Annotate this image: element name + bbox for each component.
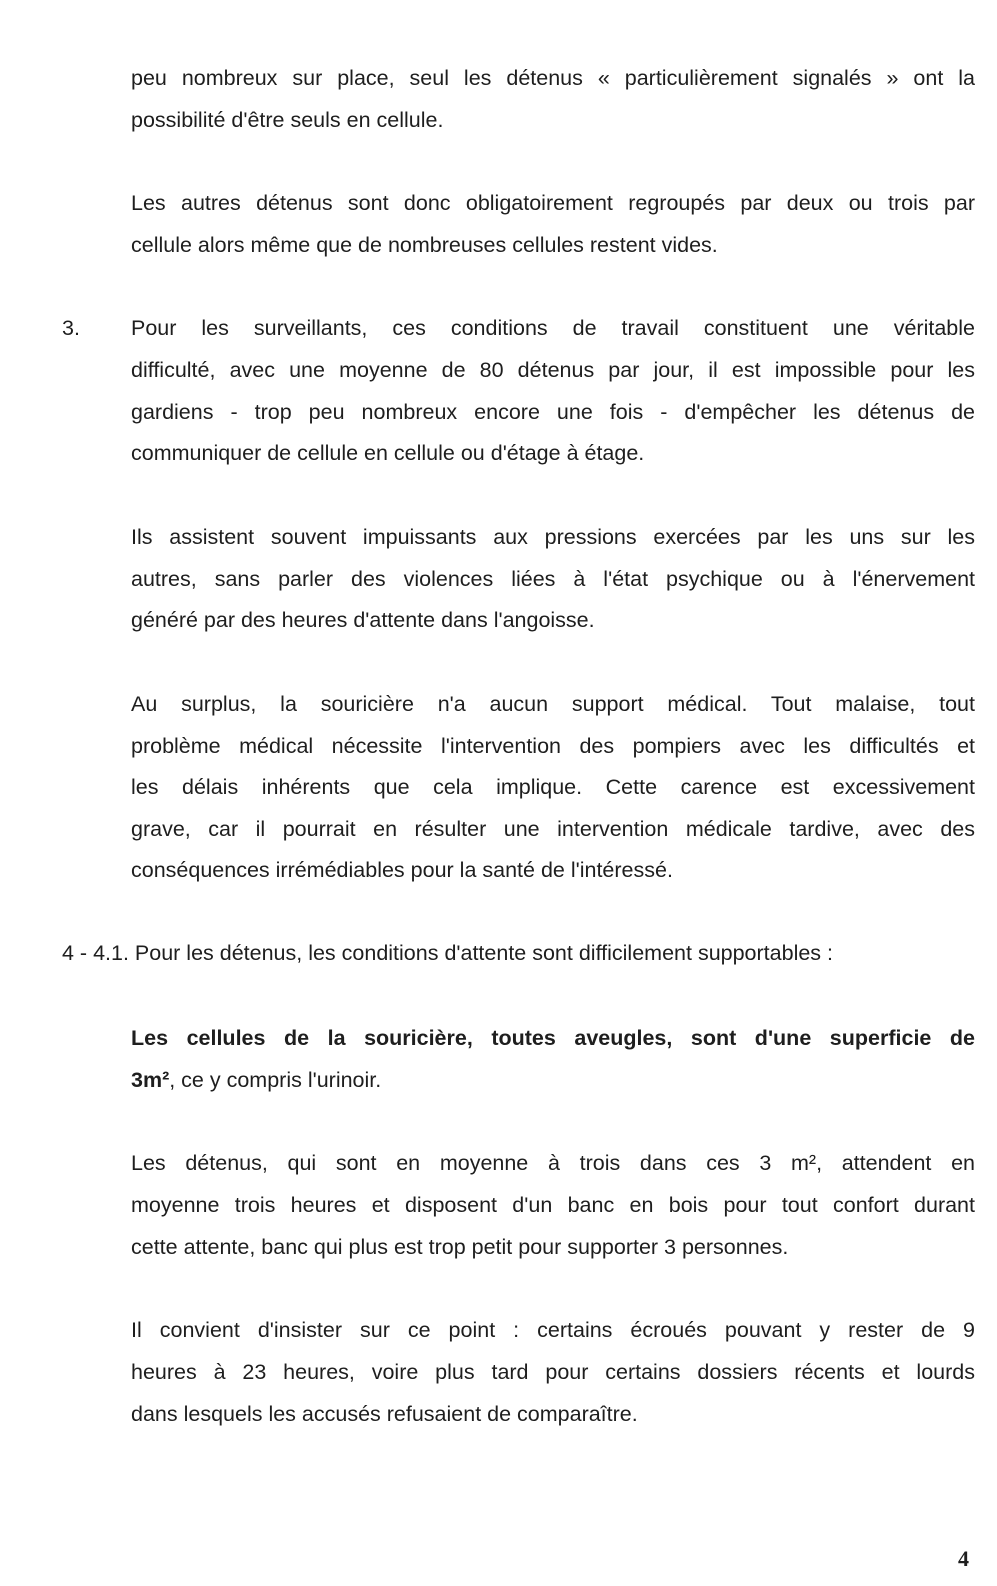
text-line: Il convient d'insister sur ce point : certains écroués pouvant y rester de 9 [131, 1318, 975, 1342]
text-line [131, 1066, 975, 1094]
text-line: dans lesquels les accusés refusaient de comparaître. [131, 1402, 638, 1426]
text-line: moyenne trois heures et disposent d'un banc en bois pour tout confort durant [131, 1193, 975, 1217]
text-line: conséquences irrémédiables pour la santé de l'intéressé. [131, 858, 673, 882]
text: , ce y compris l'urinoir. [169, 1068, 382, 1092]
text-line: heures à 23 heures, voire plus tard pour certains dossiers récents et lourds [131, 1360, 975, 1384]
text-line: peu nombreux sur place, seul les détenus « particulièrement signalés » ont la [131, 66, 975, 90]
text-line: Les détenus, qui sont en moyenne à trois dans ces 3 m², attendent en [131, 1151, 975, 1175]
text-line: problème médical nécessite l'intervention des pompiers avec les difficultés et [131, 734, 975, 758]
text-line: difficulté, avec une moyenne de 80 détenus par jour, il est impossible pour les [131, 358, 975, 382]
text-line: les délais inhérents que cela implique. Cette carence est excessivement [131, 775, 975, 799]
text-line-bold: Les cellules de la souricière, toutes aveugles, sont d'une superficie de [131, 1026, 975, 1050]
text-line: Les autres détenus sont donc obligatoirement regroupés par deux ou trois par [131, 191, 975, 215]
text-line: Pour les surveillants, ces conditions de travail constituent une véritable [131, 316, 975, 340]
section-heading: 4 - 4.1. Pour les détenus, les conditions d'attente sont difficilement supportables : [62, 941, 833, 965]
text-line: possibilité d'être seuls en cellule. [131, 108, 444, 132]
text-line: grave, car il pourrait en résulter une intervention médicale tardive, avec des [131, 817, 975, 841]
text-line: autres, sans parler des violences liées à l'état psychique ou à l'énervement [131, 567, 975, 591]
text-line: communiquer de cellule en cellule ou d'étage à étage. [131, 441, 645, 465]
text-line: généré par des heures d'attente dans l'angoisse. [131, 608, 595, 632]
page-number: 4 [958, 1546, 969, 1571]
text-line: Au surplus, la souricière n'a aucun support médical. Tout malaise, tout [131, 692, 975, 716]
text-line: gardiens - trop peu nombreux encore une fois - d'empêcher les détenus de [131, 400, 975, 424]
bold-text: 3m² [131, 1068, 170, 1092]
text-line: cette attente, banc qui plus est trop petit pour supporter 3 personnes. [131, 1235, 789, 1259]
text-line: Ils assistent souvent impuissants aux pressions exercées par les uns sur les [131, 525, 975, 549]
paragraph-number: 3. [62, 316, 80, 340]
text-line: cellule alors même que de nombreuses cellules restent vides. [131, 233, 718, 257]
